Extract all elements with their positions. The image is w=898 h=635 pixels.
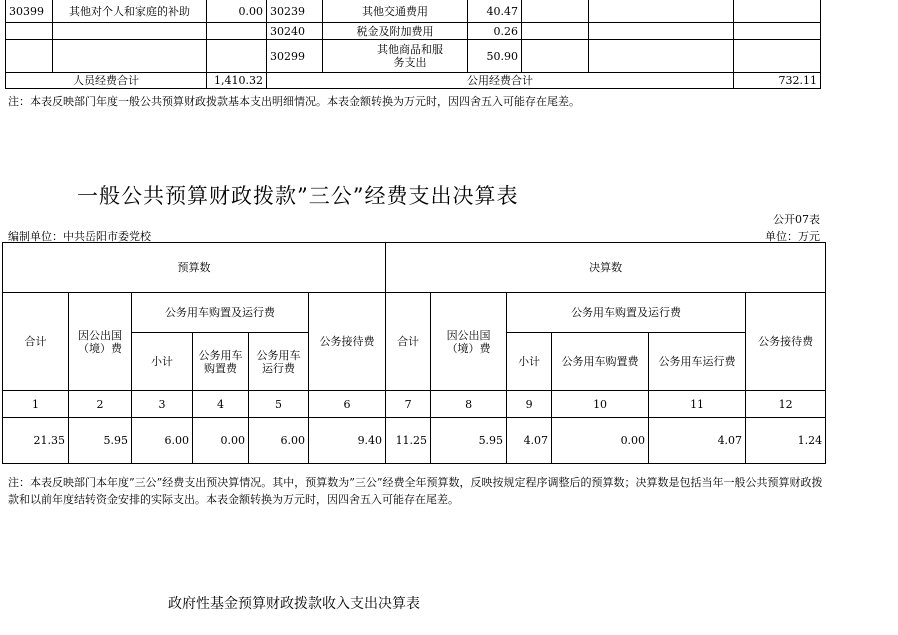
column-number-row [3, 391, 826, 418]
personnel-total-value: 1,410.32 [207, 73, 267, 89]
form-number: 公开07表 [773, 213, 820, 226]
amount: 0.00 [207, 0, 267, 23]
total-row [6, 73, 821, 89]
public-total-value: 732.11 [734, 73, 821, 89]
compiling-unit: 编制单位：中共岳阳市委党校 [8, 230, 151, 243]
col-number: 2 [69, 391, 132, 418]
budget-vehicle-operation-header: 公务用车运行费 [249, 333, 309, 391]
final-reception-header: 公务接待费 [746, 293, 826, 391]
three-public-expenses-table [2, 242, 826, 464]
budget-vehicle-operation-value: 6.00 [249, 418, 309, 464]
col-number: 11 [649, 391, 746, 418]
col-number: 7 [386, 391, 431, 418]
final-abroad-header: 因公出国（境）费 [431, 293, 507, 391]
final-total-header: 合计 [386, 293, 431, 391]
final-vehicle-header: 公务用车购置及运行费 [507, 293, 746, 333]
econ-code: 30299 [267, 40, 323, 73]
econ-code: 30399 [6, 0, 53, 23]
final-subtotal-value: 4.07 [507, 418, 552, 464]
value-row [3, 418, 826, 464]
econ-name: 税金及附加费用 [323, 23, 468, 40]
final-subtotal-header: 小计 [507, 333, 552, 391]
final-vehicle-operation-value: 4.07 [649, 418, 746, 464]
budget-subtotal-header: 小计 [132, 333, 193, 391]
econ-name: 其他交通费用 [323, 0, 468, 23]
col-number: 4 [193, 391, 249, 418]
col-number: 10 [552, 391, 649, 418]
final-abroad-value: 5.95 [431, 418, 507, 464]
budget-vehicle-purchase-header: 公务用车购置费 [193, 333, 249, 391]
col-number: 9 [507, 391, 552, 418]
final-reception-value: 1.24 [746, 418, 826, 464]
table-row [6, 0, 821, 23]
section-title: 政府性基金预算财政拨款收入支出决算表 [168, 596, 420, 612]
final-vehicle-purchase-header: 公务用车购置费 [552, 333, 649, 391]
econ-name: 其他商品和服务支出 [323, 40, 468, 73]
final-header: 决算数 [386, 243, 826, 293]
econ-name: 其他对个人和家庭的补助 [53, 0, 207, 23]
public-total-label: 公用经费合计 [267, 73, 734, 89]
budget-vehicle-purchase-value: 0.00 [193, 418, 249, 464]
final-total-value: 11.25 [386, 418, 431, 464]
budget-reception-header: 公务接待费 [309, 293, 386, 391]
col-number: 6 [309, 391, 386, 418]
amount: 50.90 [468, 40, 522, 73]
col-number: 8 [431, 391, 507, 418]
amount: 40.47 [468, 0, 522, 23]
col-number: 3 [132, 391, 193, 418]
final-vehicle-operation-header: 公务用车运行费 [649, 333, 746, 391]
table-row [6, 23, 821, 40]
col-number: 1 [3, 391, 69, 418]
budget-header: 预算数 [3, 243, 386, 293]
basic-expenditure-table [5, 0, 821, 89]
econ-code: 30240 [267, 23, 323, 40]
final-vehicle-purchase-value: 0.00 [552, 418, 649, 464]
budget-total-header: 合计 [3, 293, 69, 391]
budget-vehicle-header: 公务用车购置及运行费 [132, 293, 309, 333]
econ-code: 30239 [267, 0, 323, 23]
personnel-total-label: 人员经费合计 [6, 73, 207, 89]
table-row [6, 40, 821, 73]
col-number: 5 [249, 391, 309, 418]
note-basic-expenditure: 注：本表反映部门年度一般公共预算财政拨款基本支出明细情况。本表金额转换为万元时，因四舍五入可能存在尾差。 [8, 95, 580, 108]
budget-abroad-value: 5.95 [69, 418, 132, 464]
amount: 0.26 [468, 23, 522, 40]
budget-abroad-header: 因公出国（境）费 [69, 293, 132, 391]
page-title: 一般公共预算财政拨款”三公”经费支出决算表 [77, 184, 519, 208]
budget-subtotal-value: 6.00 [132, 418, 193, 464]
budget-total-value: 21.35 [3, 418, 69, 464]
budget-reception-value: 9.40 [309, 418, 386, 464]
money-unit: 单位：万元 [765, 230, 820, 243]
col-number: 12 [746, 391, 826, 418]
note-three-public-expenses: 注：本表反映部门本年度”三公”经费支出预决算情况。其中，预算数为”三公”经费全年预算数，反映按规定程序调整后的预算数；决算数是包括当年一般公共预算财政拨款和以前年度结转资金安排的实际支出。本表金额转换为万元时，因四舍五入可能存在尾差。 [8, 476, 823, 506]
